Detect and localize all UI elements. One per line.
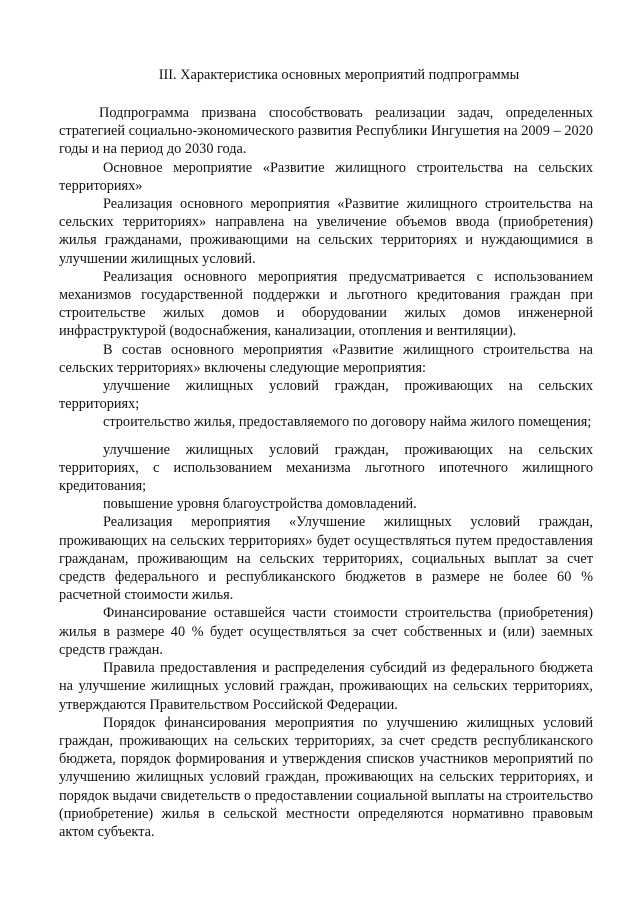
list-item-rental-housing: строительство жилья, предоставляемого по договору найма жилого помещения; [103, 414, 592, 431]
list-item-mortgage-lending: улучшение жилищных условий граждан, проживающих на сельских территориях, с использованием механизма льготного ипотечного жилищного кредитования; [59, 441, 593, 495]
paragraph-support-mechanisms: Реализация основного мероприятия предусматривается с использованием механизмов государственной поддержки и льготного кредитования граждан при строительстве жилых домов и оборудовании жилых домов инженерной инфраструктурой (водоснабжения, канализации, отопления и вентиляции). [59, 268, 593, 340]
paragraph-financing-procedure: Порядок финансирования мероприятия по улучшению жилищных условий граждан, проживающих на сельских территориях, за счет средств республиканского бюджета, порядок формирования и утверждения списков участников мероприятий по улучшению жилищных условий граждан, проживающих на сельских территориях, и порядок выдачи свидетельств о предоставлении социальной выплаты на строительство (приобретение) жилья в сельской местности определяются нормативно правовым актом субъекта. [59, 714, 593, 840]
paragraph-own-funds: Финансирование оставшейся части стоимости строительства (приобретения) жилья в размере 40 % будет осуществляться за счет собственных и (или) заемных средств граждан. [59, 605, 593, 658]
section-heading: III. Характеристика основных мероприятий подпрограммы [158, 67, 520, 83]
paragraph-main-activity-title: Основное мероприятие «Развитие жилищного строительства на сельских территориях» [59, 159, 593, 194]
paragraph-intro: Подпрограмма призвана способствовать реализации задач, определенных стратегией социально-экономического развития Республики Ингушетия на 2009 – 2020 годы и на период до 2030 года. [59, 105, 593, 158]
paragraph-social-payments: Реализация мероприятия «Улучшение жилищных условий граждан, проживающих на сельских территориях» будет осуществляться путем предоставления гражданам, проживающим на сельских территориях, социальных выплат за счет средств федерального и республиканского бюджетов в размере не более 60 % расчетной стоимости жилья. [59, 514, 593, 604]
list-item-housing-improvement: улучшение жилищных условий граждан, проживающих на сельских территориях; [59, 378, 593, 413]
paragraph-federal-rules: Правила предоставления и распределения субсидий из федерального бюджета на улучшение жилищных условий граждан, проживающих на сельских территориях, утверждаются Правительством Российской Федерации. [59, 660, 593, 713]
paragraph-main-activity-goal: Реализация основного мероприятия «Развитие жилищного строительства на сельских территориях» направлена на увеличение объемов ввода (приобретения) жилья гражданами, проживающими на сельских территориях и нуждающимися в улучшении жилищных условий. [59, 196, 593, 267]
document-body [59, 104, 593, 841]
spacer [59, 432, 593, 441]
list-item-household-improvement: повышение уровня благоустройства домовладений. [103, 496, 417, 513]
paragraph-activity-list-intro: В состав основного мероприятия «Развитие жилищного строительства на сельских территориях» включены следующие мероприятия: [59, 341, 593, 376]
